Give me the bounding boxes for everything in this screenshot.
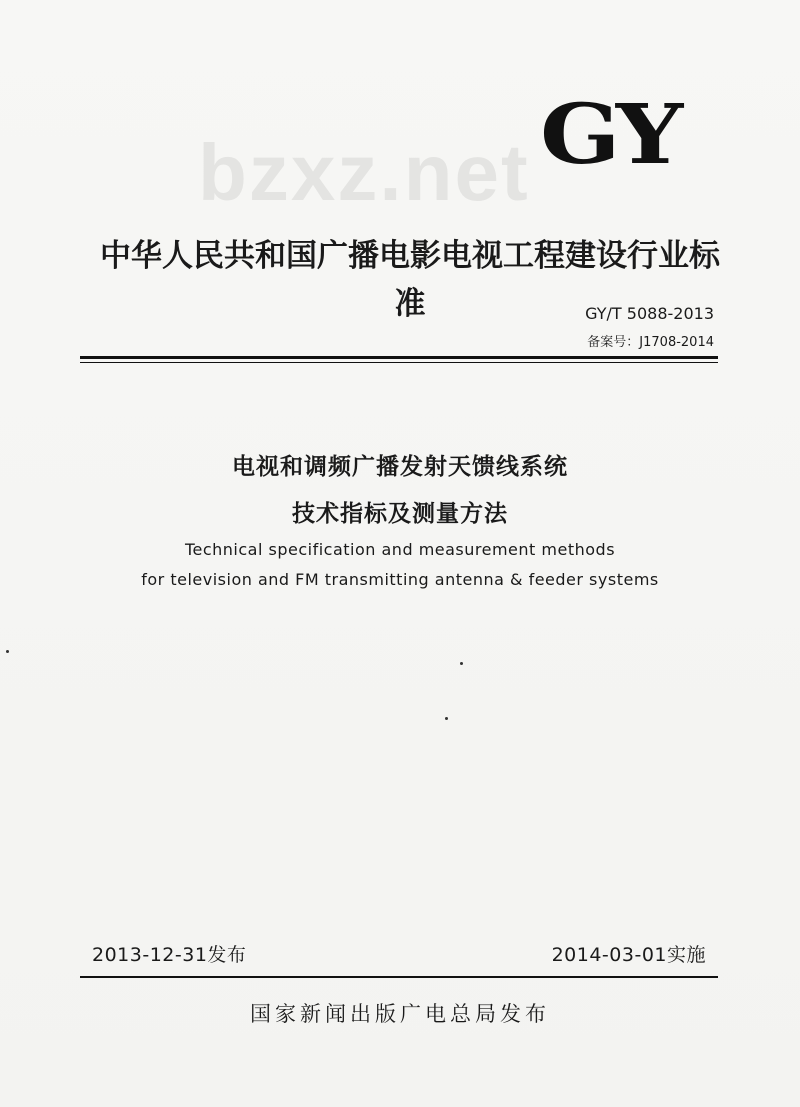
cn-title-line-1: 电视和调频广播发射天馈线系统 bbox=[232, 454, 568, 480]
scan-speck bbox=[6, 650, 9, 653]
header-divider-thin bbox=[80, 362, 718, 363]
footer-divider bbox=[80, 976, 718, 978]
publisher: 国家新闻出版广电总局发布 bbox=[250, 1002, 550, 1026]
en-title-line-2: for television and FM transmitting antenna & feeder systems bbox=[141, 570, 659, 589]
gy-logo: GY bbox=[540, 87, 679, 183]
record-number: 备案号：J1708-2014 bbox=[587, 335, 714, 350]
standard-number: GY/T 5088-2013 bbox=[585, 304, 714, 323]
watermark: bzxz.net bbox=[198, 128, 530, 217]
header-divider-thick bbox=[80, 356, 718, 359]
organization-title: 中华人民共和国广播电影电视工程建设行业标准 bbox=[100, 238, 720, 322]
issue-date: 2013-12-31发布 bbox=[92, 944, 247, 966]
en-title-line-1: Technical specification and measurement methods bbox=[184, 540, 616, 559]
cn-title-line-2: 技术指标及测量方法 bbox=[292, 501, 508, 527]
scan-speck bbox=[460, 662, 463, 665]
implementation-date: 2014-03-01实施 bbox=[551, 944, 706, 966]
scan-speck bbox=[445, 717, 448, 720]
